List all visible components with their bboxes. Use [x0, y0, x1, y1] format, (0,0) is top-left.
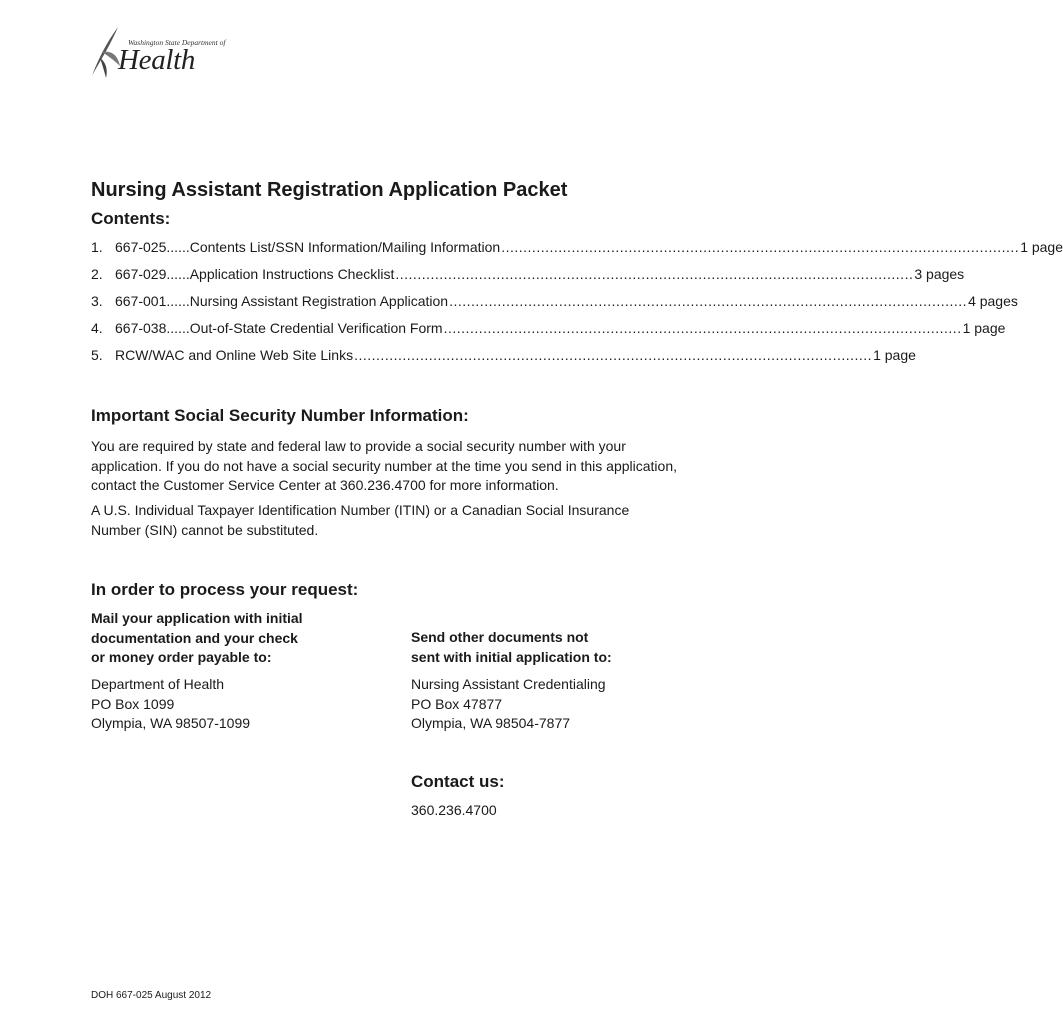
address-line: Olympia, WA 98507-1099: [91, 715, 251, 731]
leader-dots: ......................................................................................................................: [443, 320, 962, 336]
doh-logo: [88, 24, 226, 84]
heading-line: or money order payable to:: [91, 649, 272, 665]
heading-line: documentation and your check: [91, 629, 298, 646]
item-description: 667-001......Nursing Assistant Registration Application: [115, 293, 449, 309]
item-pages: 1 page: [962, 320, 1006, 336]
item-pages: 1 page: [1020, 239, 1063, 255]
item-pages: 4 pages: [968, 293, 1018, 309]
address-line: Department of Health: [91, 676, 225, 692]
item-pages: 3 pages: [914, 266, 965, 282]
item-number: 2.: [91, 266, 103, 282]
form-number-footer: DOH 667-025 August 2012: [91, 990, 212, 1001]
item-number: 5.: [91, 347, 103, 363]
item-number: 3.: [91, 293, 103, 309]
item-description: 667-038......Out-of-State Credential Verification Form: [115, 320, 443, 336]
list-item: [91, 320, 1006, 347]
item-description: RCW/WAC and Online Web Site Links: [115, 347, 354, 363]
logo-wordmark: Health: [118, 44, 196, 76]
other-documents-heading: [411, 628, 612, 667]
itin-paragraph: A U.S. Individual Taxpayer Identification Number (ITIN) or a Canadian Social Insurance Number (SIN) cannot be substituted.: [91, 502, 630, 538]
address-line: Nursing Assistant Credentialing: [411, 676, 606, 692]
contents-heading: Contents:: [91, 209, 171, 228]
address-line: Olympia, WA 98504-7877: [411, 715, 571, 731]
department-label: Washington State Department of: [128, 38, 226, 47]
leader-dots: ......................................................................................................................: [449, 293, 968, 309]
other-documents-address: [411, 675, 606, 734]
list-item: [91, 239, 1063, 266]
contact-heading: Contact us:: [411, 772, 505, 791]
leader-dots: ......................................................................................................................: [395, 266, 914, 282]
item-description: 667-025......Contents List/SSN Information/Mailing Information: [115, 239, 501, 255]
ssn-paragraph: You are required by state and federal law to provide a social security number with your application. If you do not have a social security number at the time you send in this application, contact the Customer Service Center at 360.236.4700 for more information.: [91, 438, 678, 493]
page-title: Nursing Assistant Registration Application Packet: [91, 179, 568, 201]
item-number: 4.: [91, 320, 103, 336]
list-item: [91, 347, 916, 374]
address-line: PO Box 1099: [91, 695, 175, 712]
list-item: [91, 266, 965, 293]
item-description: 667-029......Application Instructions Checklist: [115, 266, 395, 282]
leader-dots: ......................................................................................................................: [501, 239, 1020, 255]
list-item: [91, 293, 1018, 320]
item-pages: 1 page: [873, 347, 916, 363]
heading-line: Send other documents not: [411, 629, 589, 645]
process-heading: In order to process your request:: [91, 580, 359, 599]
mail-address: [91, 675, 250, 734]
mail-instructions-heading: [91, 609, 303, 668]
address-line: PO Box 47877: [411, 695, 503, 712]
leader-dots: ......................................................................................................................: [354, 347, 873, 363]
heading-line: Mail your application with initial: [91, 610, 303, 626]
heading-line: sent with initial application to:: [411, 648, 612, 665]
item-number: 1.: [91, 239, 103, 255]
contact-phone: 360.236.4700: [411, 802, 497, 818]
ssn-heading: Important Social Security Number Information:: [91, 406, 469, 425]
contents-list: [91, 239, 1063, 374]
